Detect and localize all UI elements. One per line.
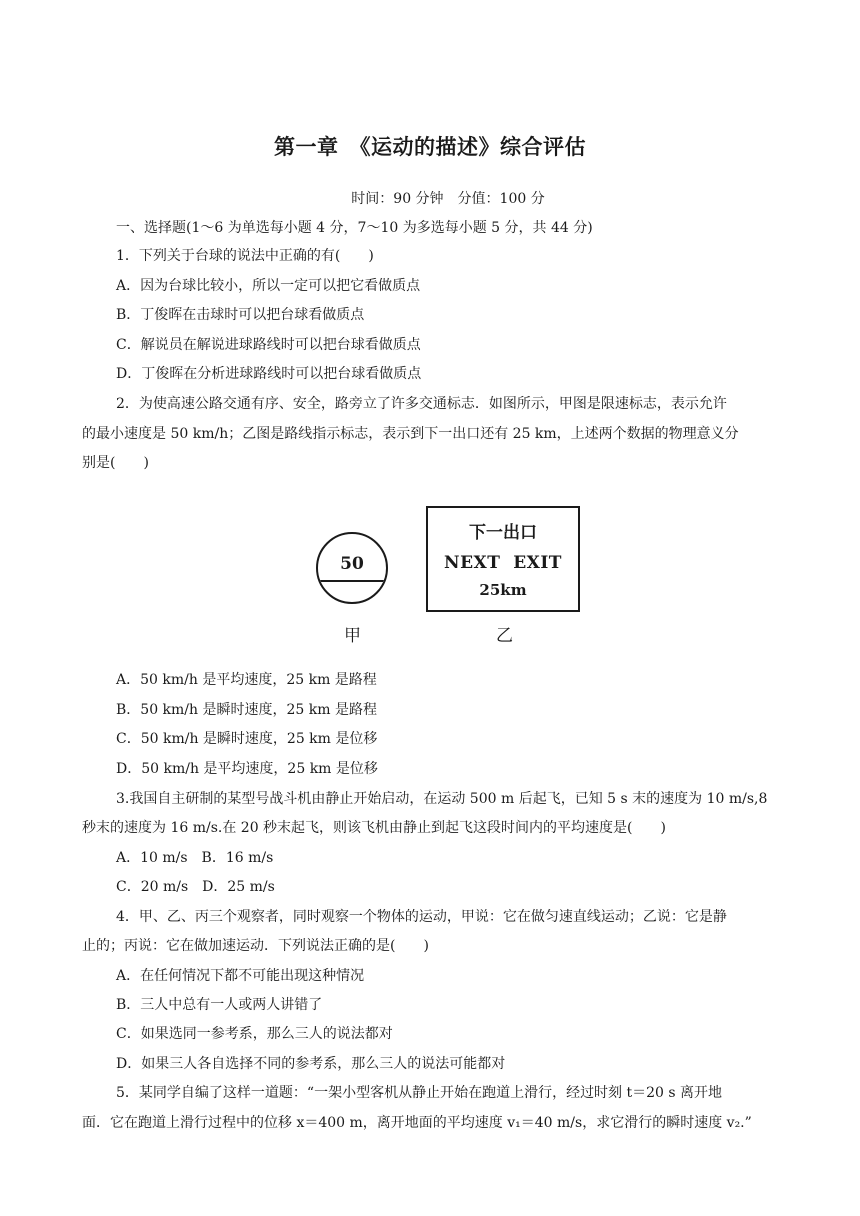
speed-limit-sign <box>316 532 388 604</box>
q2-option-d: D．50 km/h 是平均速度，25 km 是位移 <box>116 761 378 777</box>
q5-stem-line-2: 面．它在跑道上滑行过程中的位移 x＝400 m，离开地面的平均速度 v₁＝40 m/s，求它滑行的瞬时速度 v₂.” <box>82 1115 752 1131</box>
q4-stem-line-2: 止的；丙说：它在做加速运动．下列说法正确的是( ) <box>82 938 429 954</box>
exam-meta: 时间：90 分钟 分值：100 分 <box>351 191 545 207</box>
speed-sign-bar <box>318 580 386 582</box>
exit-sign <box>426 506 580 612</box>
figure-label-yi: 乙 <box>496 626 513 646</box>
q3-options-ab: A．10 m/s B．16 m/s <box>116 850 274 866</box>
q2-option-b: B．50 km/h 是瞬时速度，25 km 是路程 <box>116 702 377 718</box>
q1-option-b: B．丁俊晖在击球时可以把台球看做质点 <box>116 307 365 323</box>
page-title: 第一章 《运动的描述》综合评估 <box>274 135 586 159</box>
q1-option-a: A．因为台球比较小，所以一定可以把它看做质点 <box>116 278 421 294</box>
q2-stem-line-1: 2．为使高速公路交通有序、安全，路旁立了许多交通标志．如图所示，甲图是限速标志，表示允许 <box>116 396 727 412</box>
q4-option-d: D．如果三人各自选择不同的参考系，那么三人的说法可能都对 <box>116 1056 506 1072</box>
figure-label-jia: 甲 <box>344 626 361 646</box>
q2-stem-line-3: 别是( ) <box>82 455 149 471</box>
q1-option-d: D．丁俊晖在分析进球路线时可以把台球看做质点 <box>116 366 422 382</box>
speed-limit-value: 50 <box>340 554 364 574</box>
q2-option-c: C．50 km/h 是瞬时速度，25 km 是位移 <box>116 731 378 747</box>
q4-option-a: A．在任何情况下都不可能出现这种情况 <box>116 968 365 984</box>
q1-option-c: C．解说员在解说进球路线时可以把台球看做质点 <box>116 337 421 353</box>
q2-option-a: A．50 km/h 是平均速度，25 km 是路程 <box>116 672 377 688</box>
exit-sign-english: NEXT EXIT <box>444 553 562 573</box>
section-heading: 一、选择题(1～6 为单选每小题 4 分，7～10 为多选每小题 5 分，共 44 分) <box>116 220 593 236</box>
exit-sign-distance: 25km <box>479 581 527 599</box>
q4-option-b: B．三人中总有一人或两人讲错了 <box>116 997 323 1013</box>
q4-option-c: C．如果选同一参考系，那么三人的说法都对 <box>116 1026 393 1042</box>
q4-stem-line-1: 4．甲、乙、丙三个观察者，同时观察一个物体的运动，甲说：它在做匀速直线运动；乙说：它是静 <box>116 909 727 925</box>
q3-options-cd: C．20 m/s D．25 m/s <box>116 879 275 895</box>
q3-stem-line-1: 3.我国自主研制的某型号战斗机由静止开始启动，在运动 500 m 后起飞，已知 5 s 末的速度为 10 m/s,8 <box>116 791 768 807</box>
exit-sign-chinese: 下一出口 <box>469 523 537 543</box>
traffic-signs-figure <box>300 496 600 656</box>
q1-stem: 1．下列关于台球的说法中正确的有( ) <box>116 248 374 264</box>
q3-stem-line-2: 秒末的速度为 16 m/s.在 20 秒末起飞，则该飞机由静止到起飞这段时间内的平均速度是( ) <box>82 820 666 836</box>
q5-stem-line-1: 5．某同学自编了这样一道题：“一架小型客机从静止开始在跑道上滑行，经过时刻 t＝20 s 离开地 <box>116 1085 723 1101</box>
q2-stem-line-2: 的最小速度是 50 km/h；乙图是路线指示标志，表示到下一出口还有 25 km，上述两个数据的物理意义分 <box>82 426 739 442</box>
